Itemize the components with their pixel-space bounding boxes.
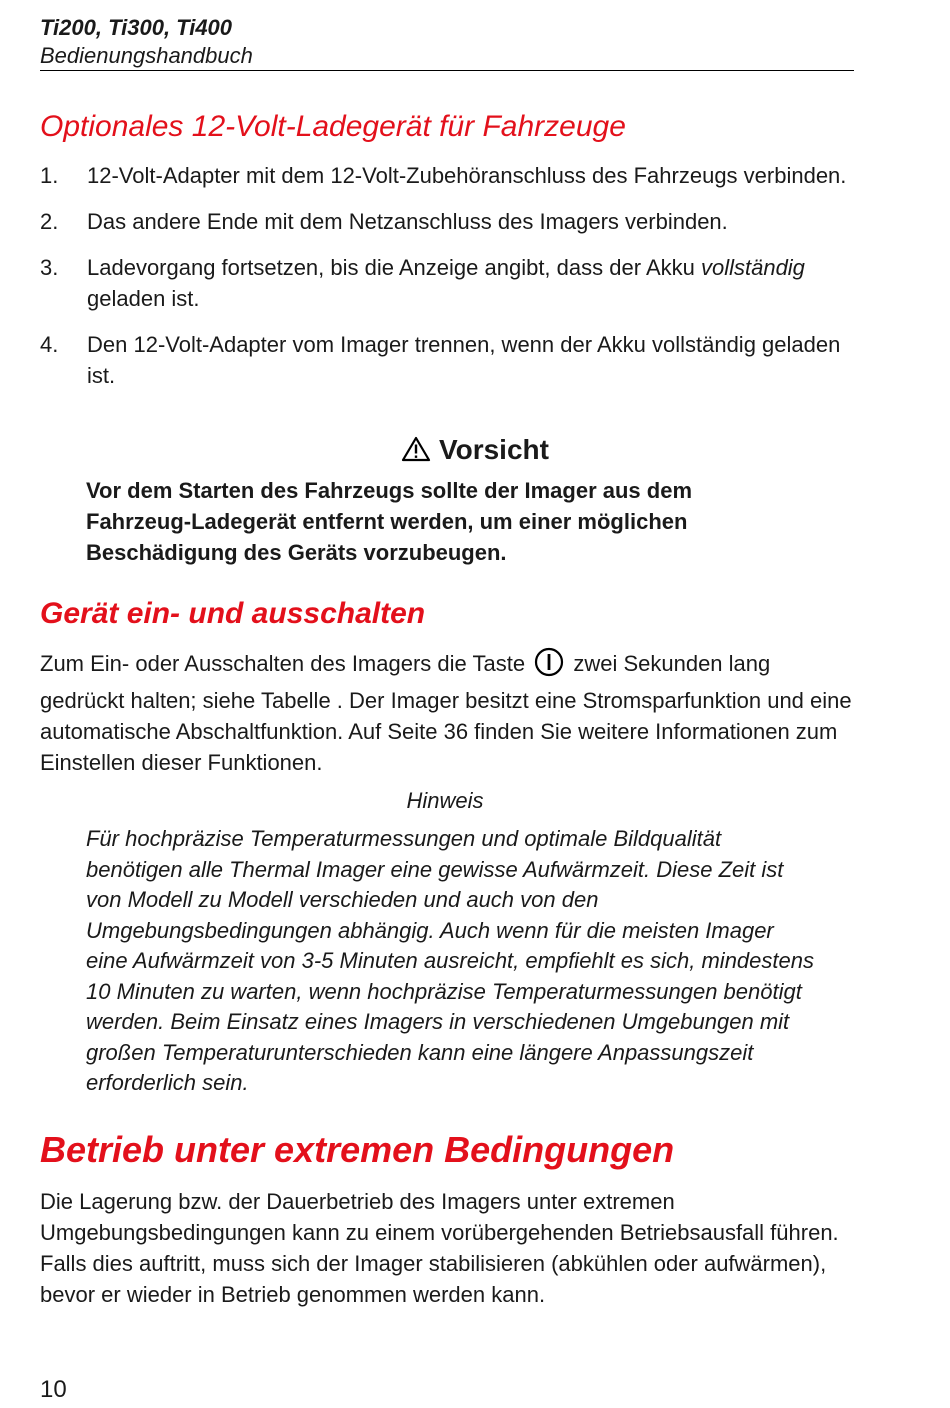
section-title-charger: Optionales 12-Volt-Ladegerät für Fahrzeuge: [40, 110, 626, 143]
step-text: 12-Volt-Adapter mit dem 12-Volt-Zubehöranschluss des Fahrzeugs verbinden.: [87, 163, 847, 188]
extreme-conditions-paragraph: Die Lagerung bzw. der Dauerbetrieb des Imagers unter extremen Umgebungsbedingungen kann zu einem vorübergehenden Betriebsausfall führen. Falls dies auftritt, muss sich der Imager stabilisieren (abkühlen oder aufwärmen), bevor er wieder in Betrieb genommen werden kann.: [40, 1189, 839, 1307]
step-text-end: geladen ist.: [87, 286, 200, 311]
power-paragraph: [40, 647, 860, 778]
list-item: [40, 160, 860, 191]
step-text: Das andere Ende mit dem Netzanschluss des Imagers verbinden.: [87, 209, 728, 234]
section-title-extreme-conditions: Betrieb unter extremen Bedingungen: [40, 1129, 675, 1170]
list-item: [40, 206, 860, 237]
warning-triangle-icon: [401, 435, 431, 471]
header-manual-title: Bedienungshandbuch: [40, 43, 253, 68]
step-text-emphasis: vollständig: [700, 255, 805, 280]
page-number: 10: [40, 1376, 67, 1403]
caution-text: Vor dem Starten des Fahrzeugs sollte der Imager aus dem Fahrzeug-Ladegerät entfernt werden, um einer möglichen Beschädigung des Geräts vorzubeugen.: [86, 478, 692, 565]
step-number: 2.: [40, 209, 59, 234]
header-divider: [40, 70, 854, 71]
step-text: Den 12-Volt-Adapter vom Imager trennen, wenn der Akku vollständig geladen ist.: [87, 332, 841, 388]
list-item: [40, 252, 860, 314]
header-models: Ti200, Ti300, Ti400: [40, 15, 233, 40]
caution-heading: [0, 432, 950, 471]
step-number: 4.: [40, 332, 59, 357]
caution-title: Vorsicht: [439, 434, 549, 465]
page-header: [40, 14, 253, 70]
power-text-end: zwei Sekunden lang gedrückt halten; siehe Tabelle . Der Imager besitzt eine Stromsparfunktion und eine automatische Abschaltfunktion. Auf Seite 36 finden Sie weitere Informationen zum Einstellen dieser Funktionen.: [40, 651, 852, 775]
step-number: 1.: [40, 163, 59, 188]
step-text-start: Ladevorgang fortsetzen, bis die Anzeige angibt, dass der Akku: [87, 255, 701, 280]
note-text: Für hochpräzise Temperaturmessungen und optimale Bildqualität benötigen alle Thermal Imager eine gewisse Aufwärmzeit. Diese Zeit ist von Modell zu Modell verschieden und auch von den Umgebungsbedingungen abhängig. Auch wenn für die meisten Imager eine Aufwärmzeit von 3-5 Minuten ausreicht, empfiehlt es sich, mindestens 10 Minuten zu warten, wenn hochpräzise Temperaturmessungen benötigt werden. Beim Einsatz eines Imagers in verschiedenen Umgebungen mit großen Temperaturunterschieden kann eine längere Anpassungszeit erforderlich sein.: [86, 826, 814, 1095]
step-number: 3.: [40, 255, 59, 280]
section-title-power: Gerät ein- und ausschalten: [40, 597, 426, 630]
power-button-icon: [534, 647, 564, 685]
note-title: Hinweis: [406, 788, 484, 813]
power-text-start: Zum Ein- oder Ausschalten des Imagers die Taste: [40, 651, 526, 676]
charger-steps-list: [40, 160, 860, 406]
list-item: [40, 329, 860, 391]
step-text: [87, 252, 860, 314]
